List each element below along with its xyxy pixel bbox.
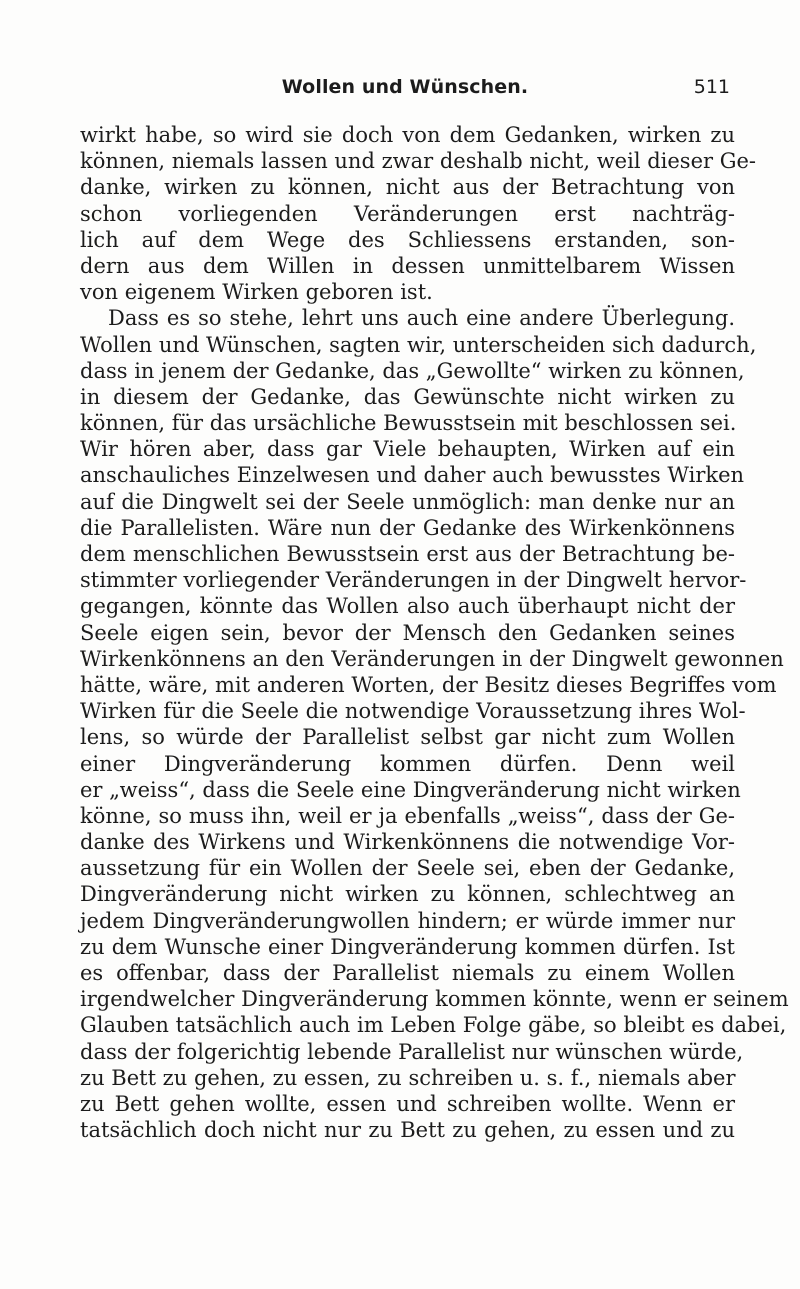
text-line: dass der folgerichtig lebende Parallelist nur wünschen würde, — [80, 1039, 744, 1064]
text-line: zu dem Wunsche einer Dingveränderung kommen dürfen. Ist — [80, 934, 735, 959]
running-title: Wollen und Wünschen. — [281, 76, 529, 98]
text-line: auf die Dingwelt sei der Seele unmöglich: man denke nur an — [80, 489, 735, 514]
paragraph-2 — [80, 305, 789, 1143]
text-line: Wir hören aber, dass gar Viele behaupten, Wirken auf ein — [80, 437, 735, 462]
text-line: von eigenem Wirken geboren ist. — [80, 280, 433, 305]
text-line: danke, wirken zu können, nicht aus der Betrachtung von — [80, 175, 735, 200]
text-line: er „weiss“, dass die Seele eine Dingveränderung nicht wirken — [80, 777, 741, 802]
text-line: zu Bett gehen wollte, essen und schreiben wollte. Wenn er — [80, 1091, 735, 1116]
text-line: könne, so muss ihn, weil er ja ebenfalls „weiss“, dass der Ge- — [80, 803, 735, 828]
text-line: Wollen und Wünschen, sagten wir, unterscheiden sich dadurch, — [80, 332, 757, 357]
text-line: stimmter vorliegender Veränderungen in der Dingwelt hervor- — [80, 568, 747, 593]
text-line: lich auf dem Wege des Schliessens erstanden, son- — [80, 227, 735, 252]
text-line: die Parallelisten. Wäre nun der Gedanke des Wirkenkönnens — [80, 515, 735, 540]
text-line: Dass es so stehe, lehrt uns auch eine andere Überlegung. — [108, 306, 735, 331]
text-line: Dingveränderung nicht wirken zu können, schlechtweg an — [80, 882, 735, 907]
text-line: anschauliches Einzelwesen und daher auch bewusstes Wirken — [80, 463, 745, 488]
text-line: es offenbar, dass der Parallelist niemals zu einem Wollen — [80, 961, 735, 985]
text-line: Wirkenkönnens an den Veränderungen in der Dingwelt gewonnen — [80, 646, 784, 671]
text-line: hätte, wäre, mit anderen Worten, der Besitz dieses Begriffes vom — [80, 672, 777, 697]
text-line: können, niemals lassen und zwar deshalb nicht, weil dieser Ge- — [80, 149, 757, 174]
body-text — [80, 122, 789, 1143]
text-line: irgendwelcher Dingveränderung kommen könnte, wenn er seinem — [80, 987, 789, 1012]
text-line: tatsächlich doch nicht nur zu Bett zu gehen, zu essen und zu — [80, 1118, 735, 1143]
text-line: Glauben tatsächlich auch im Leben Folge gäbe, so bleibt es dabei, — [80, 1013, 787, 1038]
text-line: aussetzung für ein Wollen der Seele sei, eben der Gedanke, — [80, 856, 735, 881]
text-line: einer Dingveränderung kommen dürfen. Denn weil — [80, 751, 735, 776]
text-line: Seele eigen sein, bevor der Mensch den Gedanken seines — [80, 620, 735, 645]
text-line: Wirken für die Seele die notwendige Voraussetzung ihres Wol- — [80, 699, 746, 724]
text-line: jedem Dingveränderungwollen hindern; er würde immer nur — [80, 908, 735, 933]
text-line: können, für das ursächliche Bewusstsein mit beschlossen sei. — [80, 411, 737, 436]
text-line: in diesem der Gedanke, das Gewünschte nicht wirken zu — [80, 384, 735, 409]
text-line: dem menschlichen Bewusstsein erst aus der Betrachtung be- — [80, 542, 735, 566]
text-line: dern aus dem Willen in dessen unmittelbarem Wissen — [80, 253, 735, 278]
text-line: dass in jenem der Gedanke, das „Gewollte“ wirken zu können, — [80, 358, 745, 383]
paragraph-1 — [80, 122, 757, 305]
text-line: danke des Wirkens und Wirkenkönnens die notwendige Vor- — [80, 830, 735, 855]
running-head — [80, 76, 730, 106]
text-line: wirkt habe, so wird sie doch von dem Gedanken, wirken zu — [80, 123, 735, 147]
text-line: zu Bett zu gehen, zu essen, zu schreiben u. s. f., niemals aber — [80, 1065, 736, 1090]
page-number: 511 — [693, 76, 730, 98]
text-line: lens, so würde der Parallelist selbst gar nicht zum Wollen — [80, 725, 735, 750]
text-line: gegangen, könnte das Wollen also auch überhaupt nicht der — [80, 594, 735, 619]
text-line: schon vorliegenden Veränderungen erst nachträg- — [80, 201, 735, 226]
